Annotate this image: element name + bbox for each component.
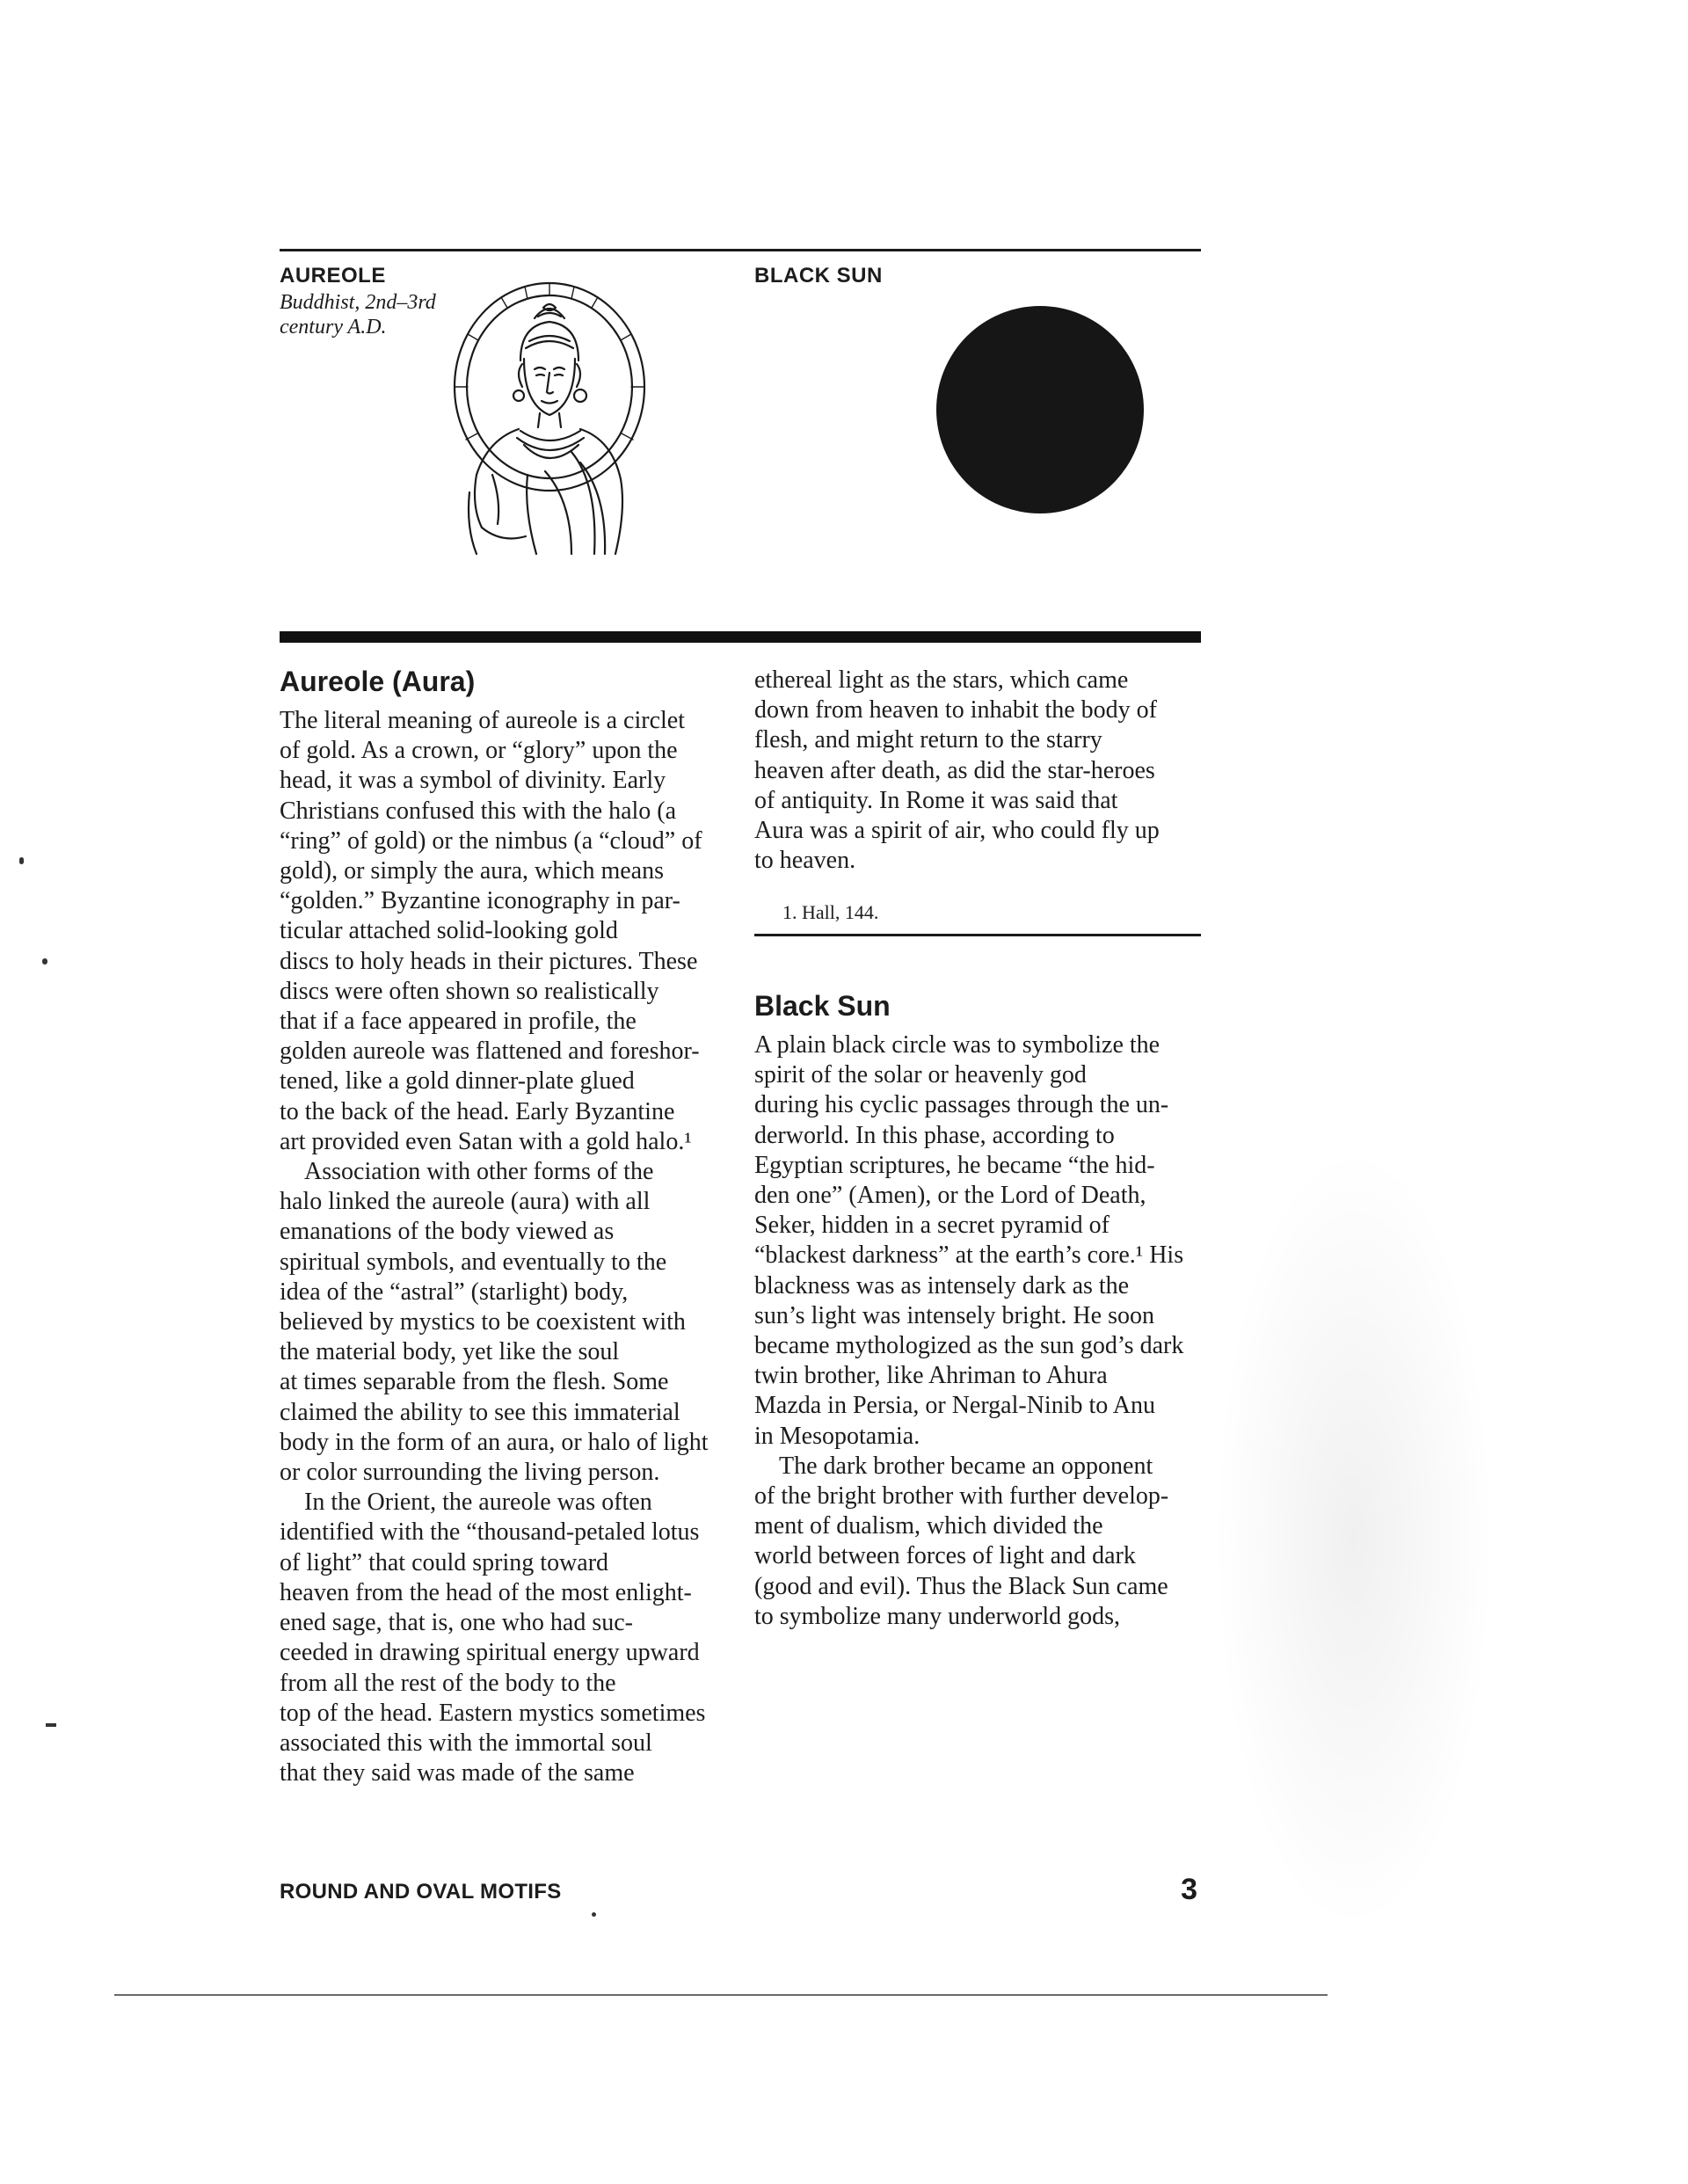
text-line: in Mesopotamia.	[754, 1422, 920, 1450]
text-line: tened, like a gold dinner-plate glued	[280, 1067, 635, 1096]
text-line: identified with the “thousand-petaled lotus	[280, 1518, 700, 1547]
text-line: or color surrounding the living person.	[280, 1459, 660, 1487]
text-line: ethereal light as the stars, which came	[754, 666, 1129, 694]
text-line: head, it was a symbol of divinity. Early	[280, 767, 666, 795]
text-line: discs to holy heads in their pictures. These	[280, 947, 698, 975]
aureole-continuation-text	[754, 666, 1160, 876]
text-line: claimed the ability to see this immaterial	[280, 1398, 680, 1426]
text-line: Association with other forms of the	[304, 1158, 654, 1186]
text-line: Aura was a spirit of air, who could fly up	[754, 817, 1160, 845]
text-line: heaven after death, as did the star-heroes	[754, 756, 1155, 784]
caption-line: century A.D.	[280, 316, 387, 339]
scan-speck	[19, 857, 24, 864]
text-line: gold), or simply the aura, which means	[280, 857, 665, 885]
text-line: ened sage, that is, one who had suc-	[280, 1609, 633, 1637]
text-line: ment of dualism, which divided the	[754, 1512, 1103, 1540]
top-rule	[280, 249, 1201, 251]
text-line: that if a face appeared in profile, the	[280, 1008, 637, 1036]
scan-shadow	[1213, 1143, 1495, 1934]
scan-speck	[46, 1723, 56, 1727]
text-line: to heaven.	[754, 847, 856, 875]
text-line: The literal meaning of aureole is a circlet	[280, 707, 686, 734]
text-line: art provided even Satan with a gold halo.¹	[280, 1127, 692, 1155]
black-sun-heading: Black Sun	[754, 990, 891, 1022]
thick-divider-rule	[280, 631, 1201, 643]
black-sun-body-text	[754, 1030, 1183, 1632]
text-line: golden aureole was flattened and foreshor-	[280, 1037, 700, 1066]
text-line: of light” that could spring toward	[280, 1548, 609, 1576]
text-line: to the back of the head. Early Byzantine	[280, 1097, 675, 1125]
text-line: world between forces of light and dark	[754, 1542, 1136, 1570]
text-line: at times separable from the flesh. Some	[280, 1368, 669, 1396]
aureole-heading: Aureole (Aura)	[280, 666, 476, 697]
text-line: believed by mystics to be coexistent with	[280, 1308, 686, 1336]
section-footer: ROUND AND OVAL MOTIFS	[280, 1880, 562, 1904]
text-line: spirit of the solar or heavenly god	[754, 1061, 1087, 1089]
text-line: of gold. As a crown, or “glory” upon the	[280, 737, 678, 765]
text-line: The dark brother became an opponent	[779, 1452, 1153, 1480]
text-line: twin brother, like Ahriman to Ahura	[754, 1362, 1108, 1390]
text-line: associated this with the immortal soul	[280, 1729, 652, 1757]
caption-line: Buddhist, 2nd–3rd	[280, 291, 436, 314]
text-line: heaven from the head of the most enlight-	[280, 1578, 692, 1606]
scan-speck	[592, 1912, 596, 1917]
aureole-figure-title: AUREOLE	[280, 264, 386, 288]
text-line: Seker, hidden in a secret pyramid of	[754, 1212, 1110, 1240]
text-line: to symbolize many underworld gods,	[754, 1602, 1121, 1630]
text-line: the material body, yet like the soul	[280, 1338, 620, 1366]
text-line: top of the head. Eastern mystics sometimes	[280, 1699, 706, 1727]
text-line: Mazda in Persia, or Nergal-Ninib to Anu	[754, 1392, 1155, 1420]
text-line: derworld. In this phase, according to	[754, 1121, 1115, 1149]
text-line: emanations of the body viewed as	[280, 1218, 615, 1246]
text-line: down from heaven to inhabit the body of	[754, 696, 1158, 724]
text-line: den one” (Amen), or the Lord of Death,	[754, 1182, 1146, 1210]
buddha-aureole-illustration	[440, 264, 659, 571]
text-line: “golden.” Byzantine iconography in par-	[280, 887, 680, 915]
text-line: A plain black circle was to symbolize the	[754, 1031, 1160, 1059]
text-line: flesh, and might return to the starry	[754, 726, 1102, 754]
text-line: from all the rest of the body to the	[280, 1669, 616, 1697]
text-line: of antiquity. In Rome it was said that	[754, 786, 1118, 814]
text-line: blackness was as intensely dark as the	[754, 1271, 1130, 1299]
aureole-body-text	[280, 706, 709, 1788]
text-line: became mythologized as the sun god’s dark	[754, 1332, 1184, 1360]
text-line: Egyptian scriptures, he became “the hid-	[754, 1151, 1155, 1179]
footnote-rule	[754, 934, 1201, 936]
black-sun-figure-title: BLACK SUN	[754, 264, 883, 288]
text-line: body in the form of an aura, or halo of light	[280, 1428, 709, 1456]
text-line: (good and evil). Thus the Black Sun came	[754, 1572, 1168, 1600]
text-line: spiritual symbols, and eventually to the	[280, 1248, 667, 1276]
page-edge-rule	[114, 1994, 1328, 1996]
text-line: ceeded in drawing spiritual energy upward	[280, 1639, 700, 1667]
scan-speck	[42, 958, 47, 965]
text-line: halo linked the aureole (aura) with all	[280, 1188, 651, 1216]
text-line: ticular attached solid-looking gold	[280, 917, 618, 945]
text-line: “ring” of gold) or the nimbus (a “cloud” of	[280, 826, 702, 855]
black-sun-circle	[936, 306, 1144, 513]
page-number: 3	[1181, 1873, 1197, 1906]
text-line: sun’s light was intensely bright. He soon	[754, 1301, 1154, 1329]
text-line: that they said was made of the same	[280, 1759, 635, 1787]
text-line: Christians confused this with the halo (a	[280, 797, 677, 825]
footnote: 1. Hall, 144.	[782, 901, 879, 923]
text-line: idea of the “astral” (starlight) body,	[280, 1278, 629, 1306]
text-line: during his cyclic passages through the un-	[754, 1091, 1169, 1119]
text-line: In the Orient, the aureole was often	[304, 1489, 652, 1517]
text-line: of the bright brother with further develop-	[754, 1482, 1169, 1511]
text-line: discs were often shown so realistically	[280, 977, 659, 1005]
text-line: “blackest darkness” at the earth’s core.¹ His	[754, 1241, 1184, 1270]
aureole-figure-caption	[280, 290, 436, 339]
